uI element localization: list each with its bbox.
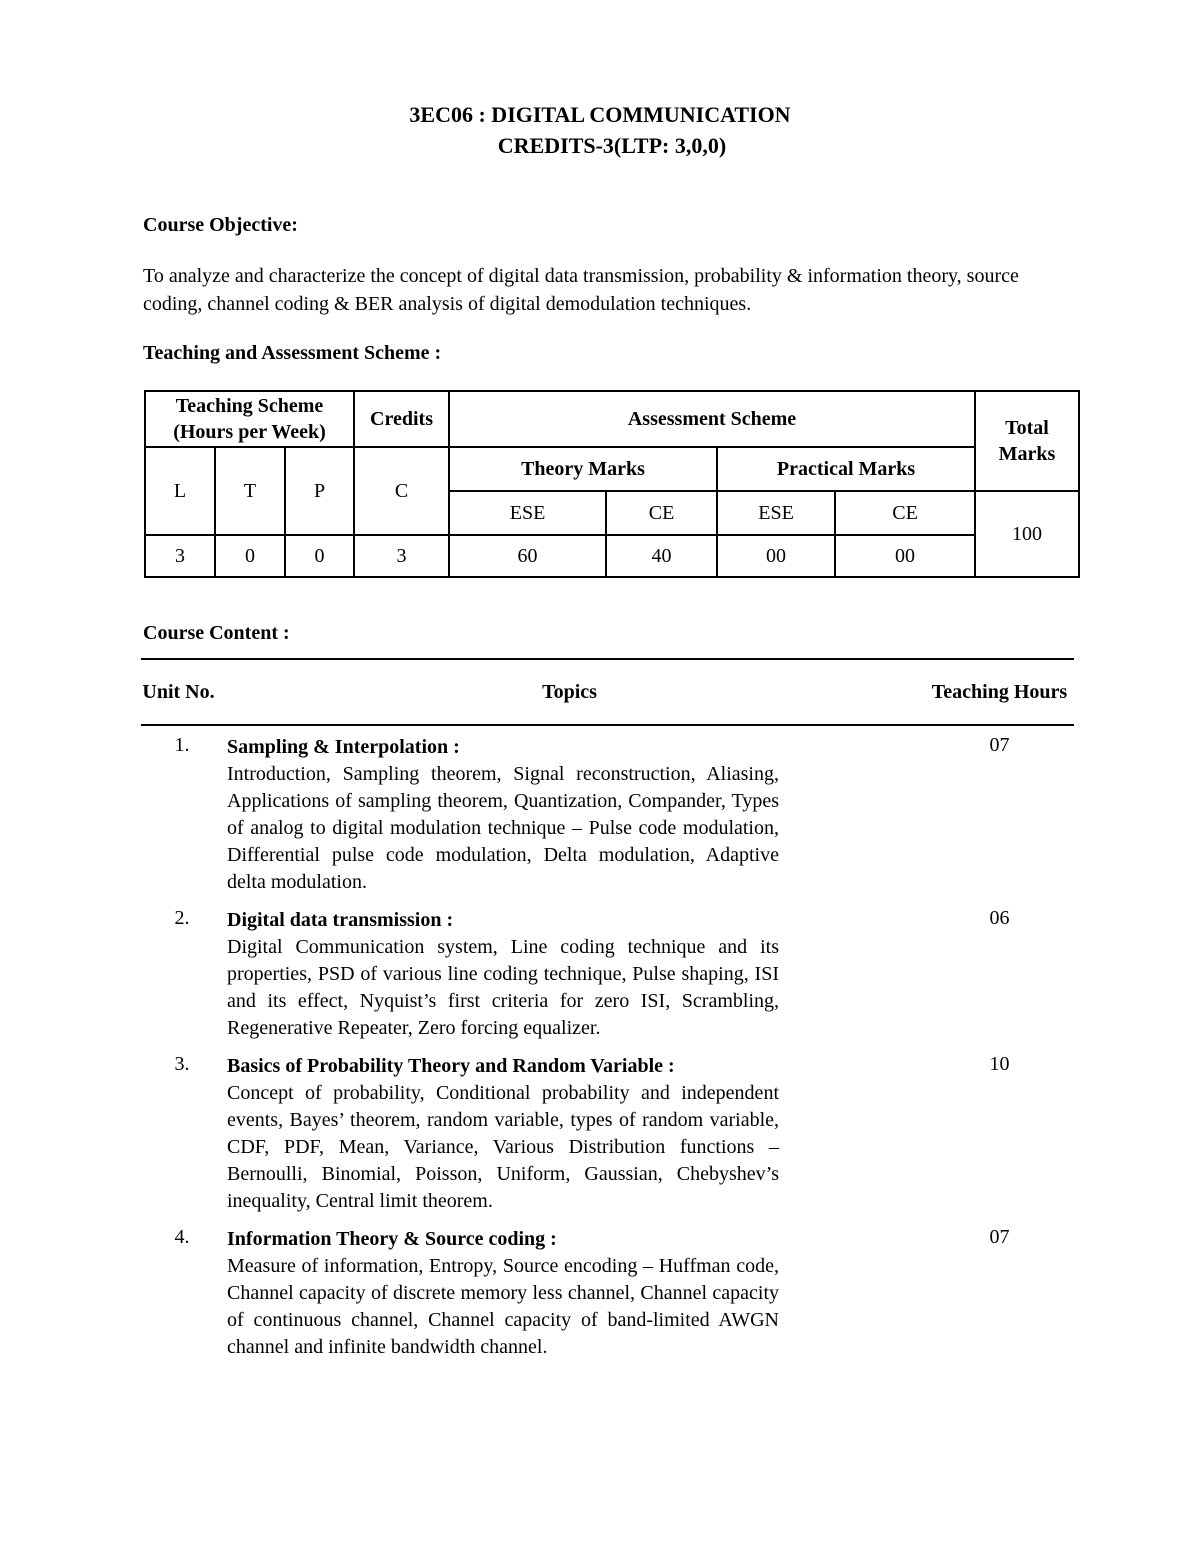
objective-text: To analyze and characterize the concept of digital data transmission, probability & information theory, source coding, channel coding & BER analysis of digital demodulation techniques.: [143, 265, 1019, 315]
table-row: [141, 1225, 1074, 1371]
teaching-scheme-header: Teaching Scheme (Hours per Week): [145, 391, 354, 447]
total-marks-value: 100: [975, 491, 1079, 577]
topics-header: Topics: [223, 659, 925, 725]
unit-body: Concept of probability, Conditional probability and independent events, Bayes’ theorem, random variable, types of random variable, CDF, PDF, Mean, Variance, Various Distribution functions – Bernoulli, Binomial, Poisson, Uniform, Gaussian, Chebyshev’s inequality, Central limit theorem.: [227, 1082, 779, 1212]
unit-topics: [223, 725, 925, 906]
teaching-hours-header: Teaching Hours: [925, 659, 1074, 725]
p-header: P: [285, 447, 354, 535]
scheme-label: Teaching and Assessment Scheme :: [143, 342, 442, 364]
unit-hours: 06: [989, 907, 1010, 929]
l-value: 3: [145, 535, 215, 577]
unit-body: Digital Communication system, Line coding technique and its properties, PSD of various line coding technique, Pulse shaping, ISI and its effect, Nyquist’s first criteria for zero ISI, Scrambling, Regenerative Repeater, Zero forcing equalizer.: [227, 936, 779, 1039]
unit-title: Digital data transmission :: [227, 909, 454, 931]
theory-ese-header: ESE: [449, 491, 606, 535]
t-value: 0: [215, 535, 285, 577]
theory-ese-value: 60: [449, 535, 606, 577]
credits-line: CREDITS-3(LTP: 3,0,0): [497, 133, 727, 158]
unit-body: Introduction, Sampling theorem, Signal reconstruction, Aliasing, Applications of sampling theorem, Quantization, Compander, Types of analog to digital modulation technique – Pulse code modulation, Differential pulse code modulation, Delta modulation, Adaptive delta modulation.: [227, 763, 779, 893]
practical-ese-value: 00: [717, 535, 835, 577]
unit-hours: 10: [989, 1053, 1010, 1075]
unit-number: 3.: [174, 1053, 190, 1075]
unit-number: 1.: [174, 734, 190, 756]
t-header: T: [215, 447, 285, 535]
table-row: [141, 906, 1074, 1052]
l-header: L: [145, 447, 215, 535]
theory-ce-value: 40: [606, 535, 717, 577]
unit-number: 2.: [174, 907, 190, 929]
unit-title: Information Theory & Source coding :: [227, 1228, 557, 1250]
unit-title: Basics of Probability Theory and Random Variable :: [227, 1055, 675, 1077]
objective-label: Course Objective:: [143, 214, 298, 236]
unit-hours: 07: [989, 1226, 1010, 1248]
unit-topics: [223, 1052, 925, 1225]
course-content-table: [141, 658, 1074, 1371]
unit-hours: 07: [989, 734, 1010, 756]
assessment-scheme-header: Assessment Scheme: [449, 391, 975, 447]
unit-title: Sampling & Interpolation :: [227, 736, 460, 758]
c-header: C: [354, 447, 449, 535]
theory-marks-header: Theory Marks: [449, 447, 717, 491]
table-row: [141, 725, 1074, 906]
c-value: 3: [354, 535, 449, 577]
unit-body: Measure of information, Entropy, Source encoding – Huffman code, Channel capacity of discrete memory less channel, Channel capacity of continuous channel, Channel capacity of band-limited AWGN channel and infinite bandwidth channel.: [227, 1255, 779, 1358]
course-title: 3EC06 : DIGITAL COMMUNICATION: [409, 102, 791, 127]
practical-ese-header: ESE: [717, 491, 835, 535]
teaching-assessment-table: [144, 390, 1080, 578]
total-marks-header: Total Marks: [975, 391, 1079, 491]
unit-no-header: Unit No.: [141, 659, 223, 725]
practical-ce-value: 00: [835, 535, 975, 577]
unit-topics: [223, 1225, 925, 1371]
theory-ce-header: CE: [606, 491, 717, 535]
credits-header: Credits: [354, 391, 449, 447]
practical-ce-header: CE: [835, 491, 975, 535]
p-value: 0: [285, 535, 354, 577]
table-row: [141, 1052, 1074, 1225]
practical-marks-header: Practical Marks: [717, 447, 975, 491]
unit-topics: [223, 906, 925, 1052]
content-label: Course Content :: [143, 622, 290, 644]
unit-number: 4.: [174, 1226, 190, 1248]
